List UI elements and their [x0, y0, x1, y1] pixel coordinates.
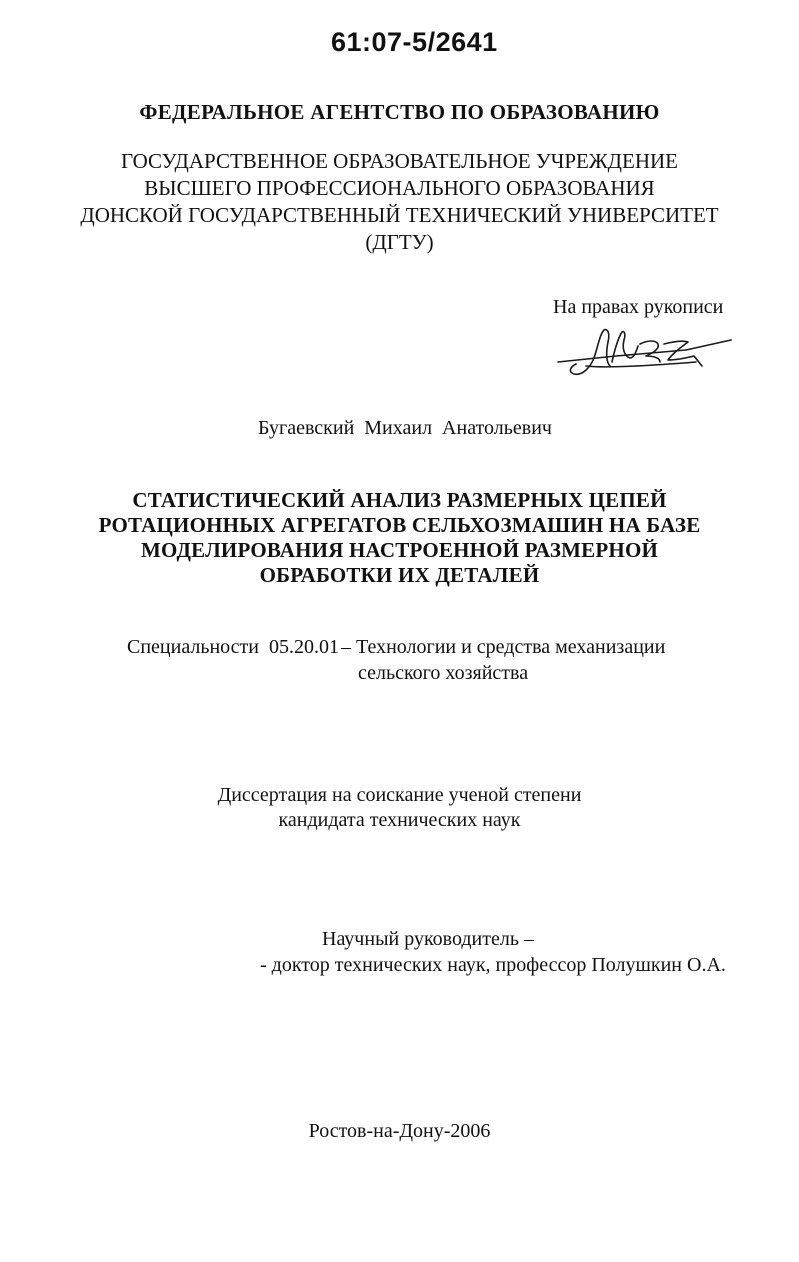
institution-block — [0, 148, 799, 256]
title-line: МОДЕЛИРОВАНИЯ НАСТРОЕННОЙ РАЗМЕРНОЙ — [140, 538, 659, 562]
manuscript-note: На правах рукописи — [553, 296, 724, 318]
agency-heading: ФЕДЕРАЛЬНОЕ АГЕНТСТВО ПО ОБРАЗОВАНИЮ — [139, 100, 660, 124]
author-name: Бугаевский Михаил Анатольевич — [258, 417, 552, 439]
institution-line: ВЫСШЕГО ПРОФЕССИОНАЛЬНОГО ОБРАЗОВАНИЯ — [144, 176, 655, 200]
city-year: Ростов-на-Дону-2006 — [308, 1120, 491, 1142]
degree-line: кандидата технических наук — [278, 809, 521, 831]
dissertation-title — [0, 488, 799, 588]
degree-line: Диссертация на соискание ученой степени — [217, 784, 582, 806]
signature-icon — [556, 322, 734, 380]
institution-line: ГОСУДАРСТВЕННОЕ ОБРАЗОВАТЕЛЬНОЕ УЧРЕЖДЕНИЕ — [121, 149, 678, 173]
supervisor-name: - доктор технических наук, профессор Полушкин О.А. — [260, 954, 726, 976]
title-line: СТАТИСТИЧЕСКИЙ АНАЛИЗ РАЗМЕРНЫХ ЦЕПЕЙ — [132, 488, 667, 512]
document-code: 61:07-5/2641 — [331, 27, 498, 57]
specialty-label: Специальности — [127, 636, 260, 658]
degree-statement — [0, 783, 799, 833]
specialty-code: 05.20.01 — [269, 636, 339, 658]
specialty-name-line1: – Технологии и средства механизации — [341, 636, 666, 658]
title-line: ОБРАБОТКИ ИХ ДЕТАЛЕЙ — [259, 563, 540, 587]
institution-line: (ДГТУ) — [365, 230, 434, 254]
specialty-name-line2: сельского хозяйства — [358, 662, 529, 684]
supervisor-label: Научный руководитель – — [322, 928, 534, 950]
institution-line: ДОНСКОЙ ГОСУДАРСТВЕННЫЙ ТЕХНИЧЕСКИЙ УНИВЕРСИТЕТ — [80, 203, 719, 227]
title-line: РОТАЦИОННЫХ АГРЕГАТОВ СЕЛЬХОЗМАШИН НА БАЗЕ — [98, 513, 701, 537]
